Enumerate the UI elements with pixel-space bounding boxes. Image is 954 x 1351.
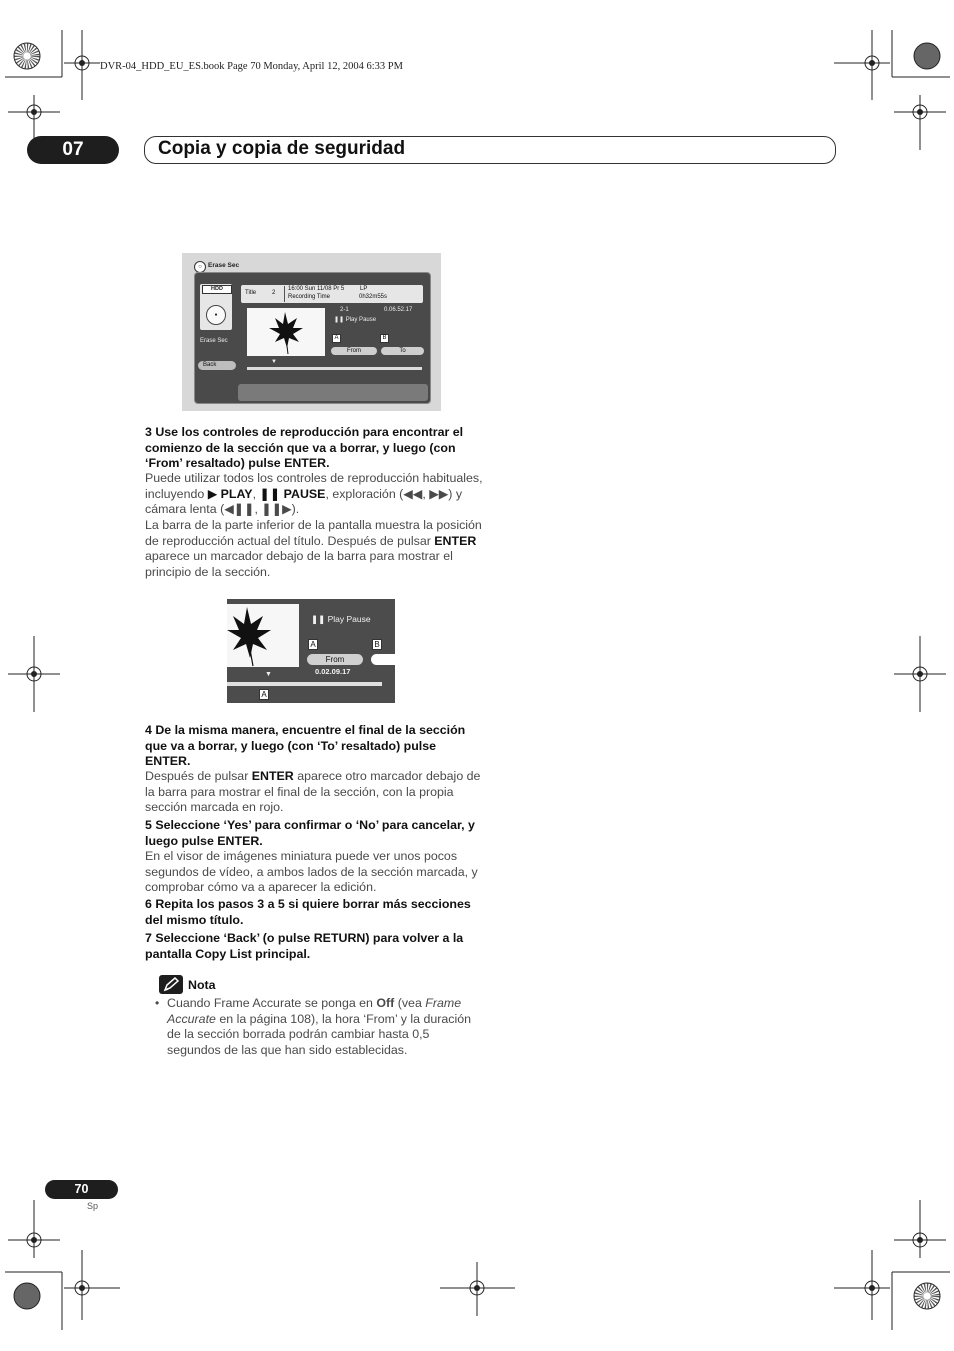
- marker-a-2: A: [308, 639, 318, 650]
- title-label: Title: [245, 290, 257, 296]
- to-button: To: [381, 347, 424, 355]
- note-pencil-icon: [159, 975, 183, 994]
- timecode-2: 0.02.09.17: [315, 667, 351, 676]
- position-marker-icon-2: ▼: [265, 671, 272, 678]
- title-info-box: [241, 285, 423, 303]
- side-menu-erase-sec: Erase Sec: [200, 338, 228, 344]
- progress-bar-2: [227, 682, 382, 686]
- step-4-heading: 4 De la misma manera, encuentre el final de la sección que va a borrar, y luego (con ‘To’ resaltado) pulse ENTER.: [145, 723, 466, 768]
- step-7-heading: 7 Seleccione ‘Back’ (o pulse RETURN) para volver a la pantalla Copy List principal.: [145, 931, 464, 961]
- recording-time-label: Recording Time: [288, 294, 331, 300]
- play-pause-status-2: ❚❚ Play Pause: [311, 614, 371, 624]
- note-bullet: •: [155, 996, 160, 1010]
- start-marker-a: A: [259, 689, 269, 700]
- leaf-icon: [247, 308, 325, 356]
- to-button-2: [371, 654, 401, 665]
- screen-menu-title: Erase Sec: [208, 262, 240, 269]
- marker-a: A: [332, 334, 341, 343]
- hdd-label: HDD: [202, 285, 232, 294]
- marker-b-2: B: [372, 639, 382, 650]
- chapter-position: 2-1: [340, 307, 349, 313]
- recording-mode: LP: [360, 286, 368, 292]
- from-button-2: From: [307, 654, 363, 665]
- step-3-paragraph-1: Puede utilizar todos los controles de reproducción habituales, incluyendo ▶ PLAY, ❚❚ PAUSE, exploración (◀◀, ▶▶) y cámara lenta (◀❚❚, ❚❚▶).: [145, 471, 483, 516]
- step-5-paragraph: En el visor de imágenes miniatura puede ver unos pocos segundos de vídeo, a ambos lados de la sección marcada, y comprobar cómo va a aparecer la edición.: [145, 849, 478, 894]
- title-number: 2: [272, 290, 276, 296]
- leaf-icon: [227, 604, 299, 667]
- thumbnail-image: [247, 308, 325, 356]
- step-3-heading: 3 Use los controles de reproducción para encontrar el comienzo de la sección que va a borrar, y luego (con ‘From’ resaltado) pulse ENTER.: [145, 425, 464, 470]
- page-number: 70: [45, 1180, 118, 1199]
- screen-bottom-bar: [238, 384, 428, 401]
- timecode: 0.06.52.17: [384, 307, 413, 313]
- hdd-disc-icon: ●: [206, 305, 226, 325]
- page-language: Sp: [87, 1201, 99, 1211]
- recording-time: 0h32m55s: [359, 294, 388, 300]
- note-title: Nota: [188, 978, 216, 992]
- step-4-paragraph: Después de pulsar ENTER aparece otro marcador debajo de la barra para mostrar el final de la sección, con la propia sección marcada en rojo.: [145, 769, 481, 814]
- print-info-line: DVR-04_HDD_EU_ES.book Page 70 Monday, April 12, 2004 6:33 PM: [100, 61, 403, 72]
- play-pause-status: ❚❚ Play Pause: [334, 317, 377, 323]
- progress-bar: [247, 367, 422, 370]
- marker-b: B: [380, 334, 389, 343]
- position-marker-icon: ▼: [271, 359, 277, 365]
- chapter-number: 07: [27, 136, 119, 164]
- step-3-paragraph-2: La barra de la parte inferior de la pantalla muestra la posición de reproducción actual del título. Después de pulsar ENTER aparece un marcador debajo de la barra para mostrar el principio de la sección.: [145, 518, 482, 579]
- disc-logo-icon: ○: [194, 261, 206, 273]
- chapter-title: Copia y copia de seguridad: [158, 138, 406, 159]
- thumbnail-image-2: [227, 604, 299, 667]
- note-text: Cuando Frame Accurate se ponga en Off (vea Frame Accurate en la página 108), la hora ‘From’ y la duración de la sección borrada podrán cambiar hasta 0,5 segundos de las que han sido establecidas.: [167, 996, 471, 1057]
- step-5-heading: 5 Seleccione ‘Yes’ para confirmar o ‘No’ para cancelar, y luego pulse ENTER.: [145, 818, 475, 848]
- from-button: From: [331, 347, 377, 355]
- step-6-heading: 6 Repita los pasos 3 a 5 si quiere borrar más secciones del mismo título.: [145, 897, 471, 927]
- recording-datetime: 16:00 Sun 11/08 Pr 5: [288, 286, 345, 292]
- back-button: Back: [198, 361, 236, 370]
